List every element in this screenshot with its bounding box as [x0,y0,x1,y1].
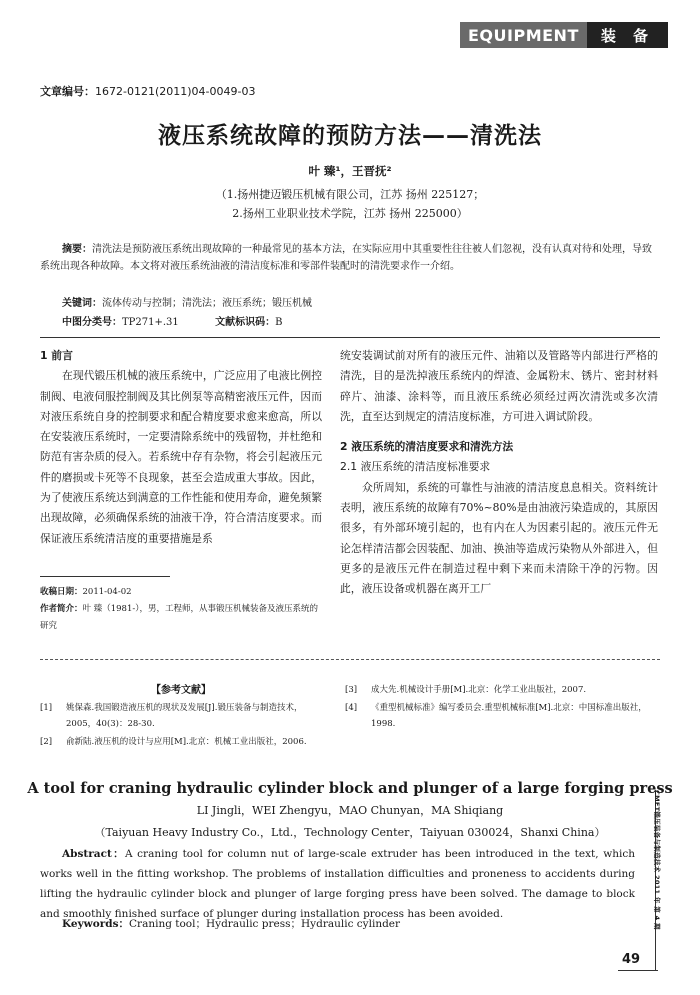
reference-item [345,682,663,698]
received-label: 收稿日期： [40,587,83,597]
footnote-divider [40,576,170,577]
english-keywords-label: Keywords： [62,918,130,930]
bio-label: 作者简介： [40,604,83,614]
right-column-intro: 统安装调试前对所有的液压元件、油箱以及管路等内部进行严格的清洗，目的是洗掉液压系统内的焊渣、金属粉末、锈片、密封材料碎片、油漆、涂料等，而且液压系统必须经过两次清洗或多次清洗，直至达到规定的清洁度标准，方可进入调试阶段。 [340,349,658,423]
article-number-value: 1672-0121(2011)04-0049-03 [95,85,256,98]
english-abstract-text: A craning tool for column nut of large-scale extruder has been introduced in the text, which works well in the fitting workshop. The problems of installation difficulties and proneness to accidents during lifting the hydraulic cylinder block and plunger of large forging press have been solved. The damage to block and smoothly finished surface of plunger during installation process has been avoided. [40,848,635,920]
section-1-paragraph: 在现代锻压机械的液压系统中，广泛应用了电液比例控制阀、电液伺服控制阀及其比例泵等高精密液压元件，因而对液压系统自身的控制要求和配合精度要求愈来愈高，所以在安装液压系统时，一定要清除系统中的残留物，并杜绝和防范有害杂质的侵入。若系统中存有杂物，将会引起液压元件的磨损或卡死等不良现象，甚至会造成重大事故。因此，为了使液压系统达到满意的工作性能和使用寿命，避免频繁出现故障，必须确保系统的油液干净，符合清洁度要求。而保证液压系统清洁度的重要措施是系 [40,369,322,545]
keywords-label: 关键词： [62,298,102,309]
affiliation-1: （1.扬州捷迈锻压机械有限公司，江苏 扬州 225127； [215,188,485,201]
page-number: 49 [622,952,641,967]
doc-code-label: 文献标识码： [215,317,276,328]
reference-item [345,700,663,732]
left-column [40,346,322,549]
section-2-1-heading: 2.1 液压系统的清洁度标准要求 [340,460,491,474]
affiliation-2: 2.扬州工业职业技术学院，江苏 扬州 225000） [232,207,468,220]
english-affiliation: （Taiyuan Heavy Industry Co.，Ltd.，Technology Center，Taiyuan 030024，Shanxi China） [94,826,606,839]
right-column [340,346,658,600]
abstract-label: 摘要： [62,244,92,255]
keywords-text: 流体传动与控制；清洗法；液压系统；锻压机械 [102,298,312,309]
reference-number: [2] [40,737,53,747]
references-title: 【参考文献】 [151,685,211,696]
article-number-label: 文章编号 [40,85,84,98]
reference-number: [4] [345,703,358,713]
abstract-text: 清洗法是预防液压系统出现故障的一种最常见的基本方法，在实际应用中其重要性往往被人们忽视，没有认真对待和处理，导致系统出现各种故障。本文将对液压系统油液的清洁度标准和零部件装配时的清洗要求作一介绍。 [40,244,652,272]
reference-item [40,700,330,732]
references-divider [40,659,660,660]
journal-side-label [648,790,662,940]
reference-text: 《重型机械标准》编写委员会.重型机械标准[M].北京：中国标准出版社，1998. [371,703,647,729]
reference-text: 姚保森.我国锻造液压机的现状及发展[J].锻压装备与制造技术，2005，40(3)：28-30. [66,703,303,729]
reference-text: 成大先.机械设计手册[M].北京：化学工业出版社，2007. [371,685,587,695]
footnote [40,584,322,635]
doc-code-value: B [275,317,283,328]
section-2-heading: 2 液压系统的清洁度要求和清洗方法 [340,440,514,454]
keywords [62,294,312,309]
classification [62,313,283,328]
references-right [345,682,663,734]
author-bio [40,601,322,635]
english-abstract-label: Abstract： [62,848,125,860]
bio-text: 叶 臻（1981-），男，工程师，从事锻压机械装备及液压系统的研究 [40,604,318,631]
references-left [40,700,330,752]
reference-number: [3] [345,685,358,695]
reference-item [40,734,330,750]
article-number: 文章编号：1672-0121(2011)04-0049-03 [40,85,256,98]
english-title: A tool for craning hydraulic cylinder block and plunger of a large forging press [27,780,673,797]
received-value: 2011-04-02 [82,587,132,597]
header-divider [40,337,660,338]
abstract [40,241,660,275]
journal-side-text: CMET锻压装备与制造技术 2011 年 第 4 期 [653,790,661,930]
english-abstract [40,844,635,924]
clc-label: 中图分类号： [62,317,122,328]
reference-number: [1] [40,703,53,713]
page-number-rule [618,970,658,971]
reference-text: 俞新陆.液压机的设计与应用[M].北京：机械工业出版社，2006. [66,737,307,747]
authors: 叶 臻¹，王晋抚² [308,164,392,178]
section-1-heading: 1 前言 [40,349,73,362]
page-title: 液压系统故障的预防方法——清洗法 [158,123,542,149]
received-date [40,584,322,601]
english-keywords [62,916,400,931]
section-badge-en: EQUIPMENT [460,22,587,48]
english-keywords-text: Craning tool；Hydraulic press；Hydraulic cylinder [129,918,401,930]
clc-value: TP271+.31 [122,317,179,328]
journal-section-badge [460,22,668,48]
section-2-paragraph: 众所周知，系统的可靠性与油液的清洁度息息相关。资料统计表明，液压系统的故障有70%~80%是由油液污染造成的，其原因很多，有外部环境引起的，也有内在人为因素引起的。液压元件无论怎样清洁都会因装配、加油、换油等造成污染物从外部进入，但更多的是液压元件在制造过程中剩下来而未清除干净的污物。因此，液压设备或机器在离开工厂 [340,480,658,596]
section-badge-cn: 装 备 [587,22,668,48]
english-authors: LI Jingli，WEI Zhengyu，MAO Chunyan，MA Shiqiang [196,804,504,817]
